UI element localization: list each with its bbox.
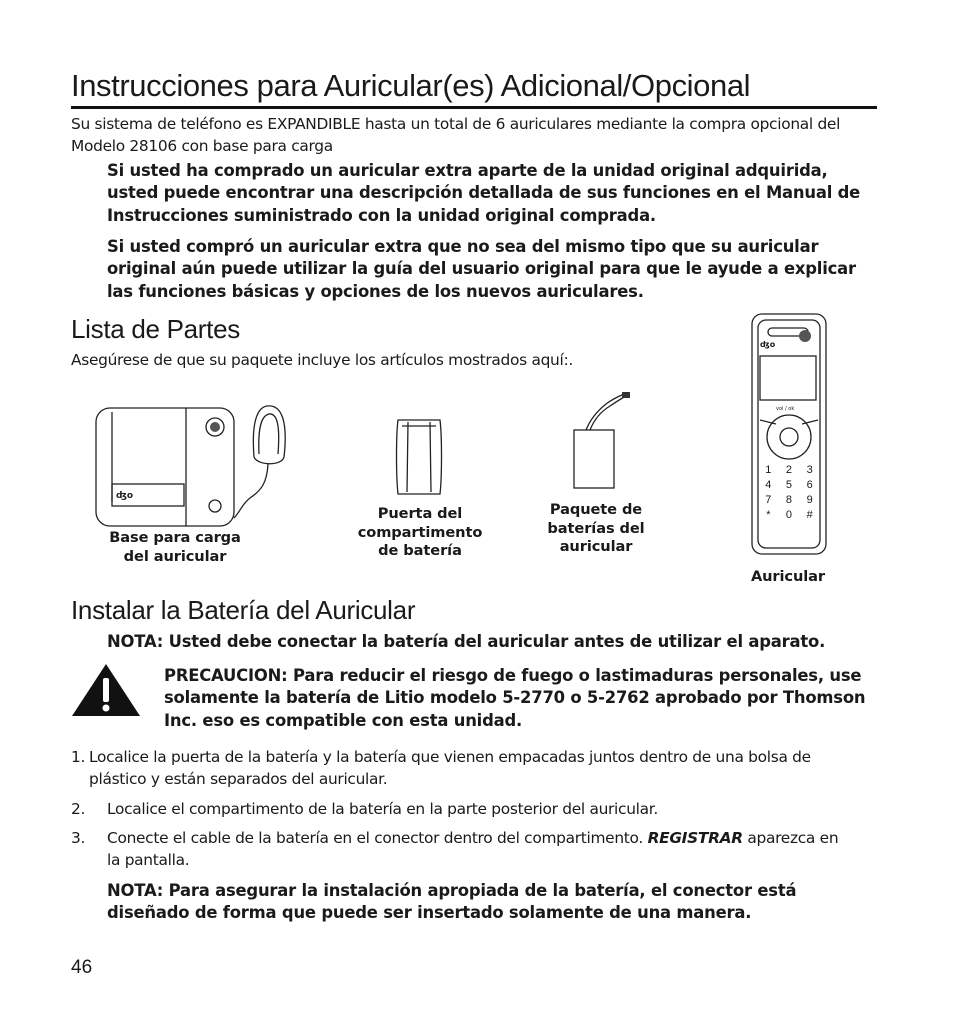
caution-text: PRECAUCION: Para reducir el riesgo de fuego o lastimaduras personales, use solamente la batería de Litio modelo 5-2770 o 5-2762 aprobado por Thomson Inc. eso es compatible con esta unidad.: [164, 666, 866, 730]
caption-battery-pack: [530, 501, 662, 557]
intro-text: Su sistema de teléfono es EXPANDIBLE hasta un total de 6 auriculares mediante la compra opcional del Modelo 28106 con base para carga: [71, 115, 841, 155]
note-different-handset: Si usted compró un auricular extra que no sea del mismo tipo que su auricular original aún puede utilizar la guía del usuario original para que le ayude a explicar las funciones básicas y opciones de los nuevos auriculares.: [107, 237, 856, 301]
connector-note: NOTA: Para asegurar la instalación apropiada de la batería, el conector está diseñado de forma que puede ser insertado solamente de una manera.: [107, 881, 797, 923]
step-text: [89, 746, 849, 790]
key-8: 8: [785, 494, 793, 506]
caption-line: auricular: [559, 538, 633, 555]
caption-line: de batería: [378, 542, 462, 559]
key-1: 1: [765, 464, 772, 476]
key-hash: #: [806, 509, 813, 521]
parts-heading: Lista de Partes: [71, 314, 240, 344]
step-text-line: Localice la puerta de la batería y la batería que vienen empacadas juntos dentro de una bolsa de plástico y están separados del auricular.: [89, 748, 811, 788]
key-0: 0: [785, 509, 793, 521]
step-text-before: Conecte el cable de la batería en el conector dentro del compartimento.: [107, 829, 643, 847]
key-5: 5: [785, 479, 793, 491]
charging-base-illustration: [92, 402, 302, 530]
caption-line: Base para carga: [109, 529, 241, 546]
page-number: 46: [71, 957, 93, 978]
caption-line: compartimento: [357, 523, 483, 541]
page-title: Instrucciones para Auricular(es) Adicional/Opcional: [71, 66, 877, 109]
step-number: 1.: [71, 748, 86, 766]
key-2: 2: [785, 464, 793, 476]
key-7: 7: [765, 494, 772, 506]
handset-illustration: [750, 312, 828, 556]
install-heading: Instalar la Batería del Auricular: [71, 595, 416, 625]
caption-battery-door: [350, 505, 490, 561]
step-1: [71, 746, 851, 790]
step-number: 3.: [71, 829, 86, 847]
caption-handset: [730, 568, 846, 587]
battery-pack-illustration: [566, 390, 636, 492]
key-3: 3: [806, 464, 813, 476]
handset-keypad: [758, 464, 820, 521]
install-note: NOTA: Usted debe conectar la batería del auricular antes de utilizar el aparato.: [107, 632, 826, 651]
parts-description: Asegúrese de que su paquete incluye los artículos mostrados aquí:.: [71, 351, 573, 369]
caption-line: Auricular: [750, 568, 826, 585]
battery-door-illustration: [392, 416, 448, 498]
key-star: *: [766, 509, 771, 521]
caption-line: Puerta del: [377, 505, 463, 522]
key-9: 9: [806, 494, 813, 506]
handset-brand-mark: ʤo: [760, 340, 776, 349]
step-text: Localice el compartimento de la batería en la parte posterior del auricular.: [107, 800, 658, 818]
caption-line: baterías del: [547, 519, 645, 537]
svg-text:ʤo: ʤo: [116, 491, 134, 501]
step-emphasis: REGISTRAR: [647, 829, 743, 847]
key-6: 6: [806, 479, 813, 491]
step-2: [71, 798, 851, 820]
step-3: [71, 827, 851, 871]
note-extra-handset: Si usted ha comprado un auricular extra aparte de la unidad original adquirida, usted puede encontrar una descripción detallada de sus funciones en el Manual de Instrucciones suministrado con la unidad original comprada.: [107, 161, 861, 225]
step-number: 2.: [71, 800, 86, 818]
key-4: 4: [765, 479, 772, 491]
step-text: [107, 827, 847, 871]
warning-triangle-icon: [70, 662, 142, 718]
caption-line: del auricular: [123, 547, 227, 565]
caption-charging-base: [100, 529, 250, 566]
handset-menu-label: vol / ok: [776, 406, 795, 412]
step-text-after: aparezca en la pantalla.: [107, 829, 839, 869]
caption-line: Paquete de: [549, 501, 643, 518]
